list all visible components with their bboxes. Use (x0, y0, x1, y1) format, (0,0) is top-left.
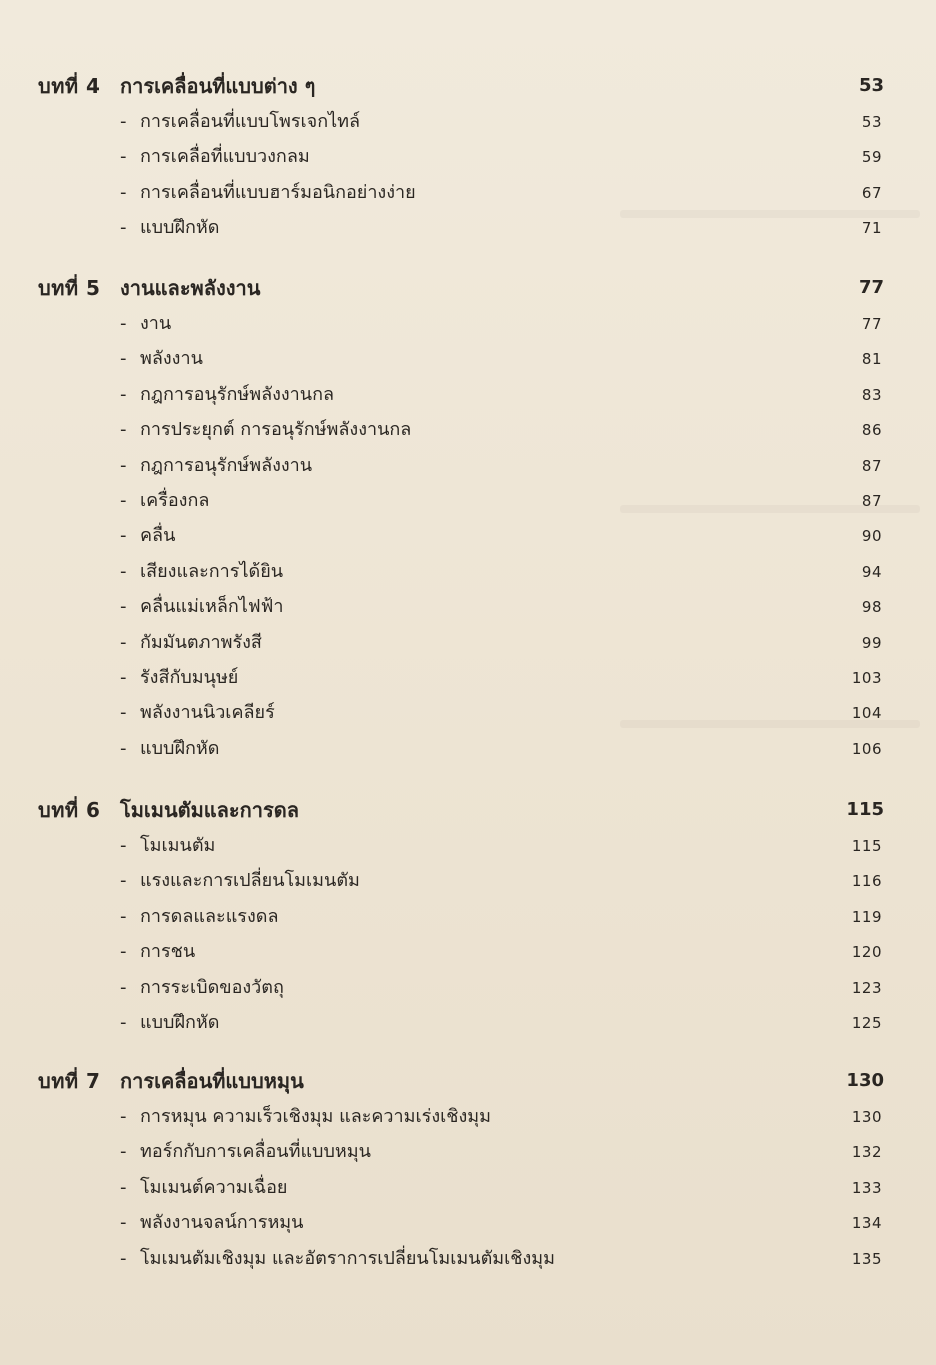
toc-entry (0, 863, 936, 899)
entry-title: โมเมนต์ความเฉื่อย (140, 1176, 288, 1198)
entry-title: พลังงาน (140, 348, 203, 370)
entry-title: แบบฝึกหัด (140, 1012, 220, 1033)
toc-entry (0, 139, 936, 175)
entry-dash: - (120, 835, 127, 856)
toc-entry (0, 104, 936, 140)
entry-title: แรงและการเปลี่ยนโมเมนตัม (140, 870, 360, 892)
entry-page-number: 87 (861, 492, 882, 510)
entry-title: กฎการอนุรักษ์พลังงานกล (140, 383, 335, 405)
entry-page-number: 67 (861, 183, 882, 202)
entry-dash: - (120, 454, 127, 476)
entry-title: การระเบิดของวัตถุ (140, 976, 284, 998)
entry-dash: - (120, 525, 127, 547)
entry-dash: - (120, 181, 127, 203)
toc-entry (0, 970, 936, 1006)
entry-dash: - (120, 1141, 127, 1163)
toc-entry (0, 934, 936, 970)
entry-page-number: 135 (851, 1249, 882, 1268)
entry-title: ทอร์กกับการเคลื่อนที่แบบหมุน (140, 1141, 371, 1163)
chapter-number: บทที่ 4 (38, 74, 101, 98)
entry-title: กัมมันตภาพรังสี (140, 631, 262, 653)
chapter-heading (0, 270, 936, 306)
entry-title: คลื่นแม่เหล็กไฟฟ้า (140, 596, 284, 618)
entry-page-number: 125 (851, 1014, 882, 1032)
entry-title: การเคลื่อนที่แบบโพรเจกไทล์ (140, 111, 361, 132)
entry-title: พลังงานนิวเคลียร์ (140, 702, 275, 724)
entry-page-number: 104 (851, 704, 882, 723)
toc-entry (0, 1241, 936, 1277)
toc-entry (0, 210, 936, 246)
entry-title: การชน (140, 941, 196, 963)
entry-title: โมเมนตัมเชิงมุม และอัตราการเปลี่ยนโมเมนตัมเชิงมุม (140, 1247, 556, 1269)
entry-title: การดลและแรงดล (140, 905, 279, 927)
entry-dash: - (120, 941, 127, 963)
chapter-page-number: 130 (846, 1070, 884, 1091)
chapter-heading (0, 792, 936, 828)
entry-page-number: 103 (851, 669, 882, 687)
entry-dash: - (120, 490, 127, 511)
toc-entry (0, 1099, 936, 1135)
toc-entry (0, 695, 936, 731)
entry-title: โมเมนตัม (140, 835, 216, 856)
entry-dash: - (120, 1176, 127, 1198)
entry-page-number: 87 (861, 456, 882, 475)
entry-dash: - (120, 976, 127, 998)
entry-dash: - (120, 596, 127, 618)
entry-dash: - (120, 1212, 127, 1234)
entry-page-number: 130 (851, 1108, 882, 1126)
toc-entry (0, 1005, 936, 1041)
entry-page-number: 53 (861, 113, 882, 131)
entry-dash: - (120, 383, 127, 405)
toc-entry (0, 625, 936, 661)
toc-entry (0, 175, 936, 211)
entry-page-number: 90 (861, 527, 882, 546)
entry-page-number: 98 (861, 598, 882, 617)
toc-entry (0, 1205, 936, 1241)
entry-dash: - (120, 146, 127, 168)
entry-page-number: 120 (851, 943, 882, 962)
entry-title: งาน (140, 313, 172, 334)
entry-title: กฎการอนุรักษ์พลังงาน (140, 454, 313, 476)
entry-dash: - (120, 631, 127, 653)
entry-page-number: 77 (861, 315, 882, 333)
entry-page-number: 133 (851, 1178, 882, 1197)
entry-dash: - (120, 905, 127, 927)
entry-title: การประยุกต์ การอนุรักษ์พลังงานกล (140, 419, 412, 441)
chapter-heading (0, 1063, 936, 1099)
toc-entry (0, 341, 936, 377)
toc-entry (0, 554, 936, 590)
entry-dash: - (120, 348, 127, 370)
entry-dash: - (120, 560, 127, 582)
toc-entry (0, 518, 936, 554)
chapter-number: บทที่ 6 (38, 798, 101, 822)
entry-dash: - (120, 702, 127, 724)
entry-page-number: 71 (861, 219, 882, 238)
entry-dash: - (120, 217, 127, 239)
entry-title: การเคลื่อนที่แบบฮาร์มอนิกอย่างง่าย (140, 181, 416, 203)
toc-entry (0, 483, 936, 519)
chapter-heading (0, 68, 936, 104)
entry-page-number: 99 (861, 633, 882, 652)
chapter-page-number: 115 (846, 799, 884, 820)
entry-page-number: 106 (851, 739, 882, 758)
toc-entry (0, 412, 936, 448)
entry-page-number: 83 (861, 385, 882, 404)
entry-dash: - (120, 737, 127, 759)
entry-page-number: 59 (861, 148, 882, 167)
chapter-title: งานและพลังงาน (120, 276, 261, 300)
entry-title: แบบฝึกหัด (140, 737, 220, 759)
toc-entry (0, 731, 936, 767)
toc-entry (0, 1134, 936, 1170)
entry-page-number: 86 (861, 421, 882, 440)
entry-page-number: 94 (861, 562, 882, 581)
toc-entry (0, 660, 936, 696)
entry-page-number: 81 (861, 350, 882, 369)
chapter-title: การเคลื่อนที่แบบหมุน (120, 1069, 304, 1093)
entry-title: เสียงและการได้ยิน (140, 560, 284, 582)
toc-entry (0, 1170, 936, 1206)
entry-title: รังสีกับมนุษย์ (140, 667, 239, 688)
chapter-title: โมเมนตัมและการดล (120, 798, 300, 822)
chapter-number: บทที่ 5 (38, 276, 101, 300)
entry-dash: - (120, 111, 127, 132)
chapter-page-number: 77 (858, 277, 884, 298)
entry-title: แบบฝึกหัด (140, 217, 220, 239)
toc-entry (0, 828, 936, 864)
entry-page-number: 115 (851, 837, 882, 855)
toc-entry (0, 448, 936, 484)
toc-entry (0, 377, 936, 413)
entry-dash: - (120, 313, 127, 334)
chapter-page-number: 53 (858, 75, 884, 96)
entry-title: เครื่องกล (140, 490, 210, 511)
chapter-title: การเคลื่อนที่แบบต่าง ๆ (120, 74, 316, 98)
entry-dash: - (120, 667, 127, 688)
entry-dash: - (120, 1106, 127, 1127)
chapter-number: บทที่ 7 (38, 1069, 101, 1093)
entry-dash: - (120, 1012, 127, 1033)
entry-dash: - (120, 419, 127, 441)
entry-dash: - (120, 870, 127, 892)
toc-entry (0, 899, 936, 935)
entry-title: การหมุน ความเร็วเชิงมุม และความเร่งเชิงมุม (140, 1106, 492, 1127)
entry-page-number: 134 (851, 1214, 882, 1233)
entry-page-number: 119 (851, 907, 882, 926)
toc-entry (0, 589, 936, 625)
toc-entry (0, 306, 936, 342)
entry-page-number: 116 (851, 872, 882, 891)
entry-title: พลังงานจลน์การหมุน (140, 1212, 304, 1234)
entry-title: คลื่น (140, 525, 176, 547)
entry-page-number: 132 (851, 1143, 882, 1162)
entry-dash: - (120, 1247, 127, 1269)
entry-page-number: 123 (851, 978, 882, 997)
entry-title: การเคลื่อที่แบบวงกลม (140, 146, 310, 168)
